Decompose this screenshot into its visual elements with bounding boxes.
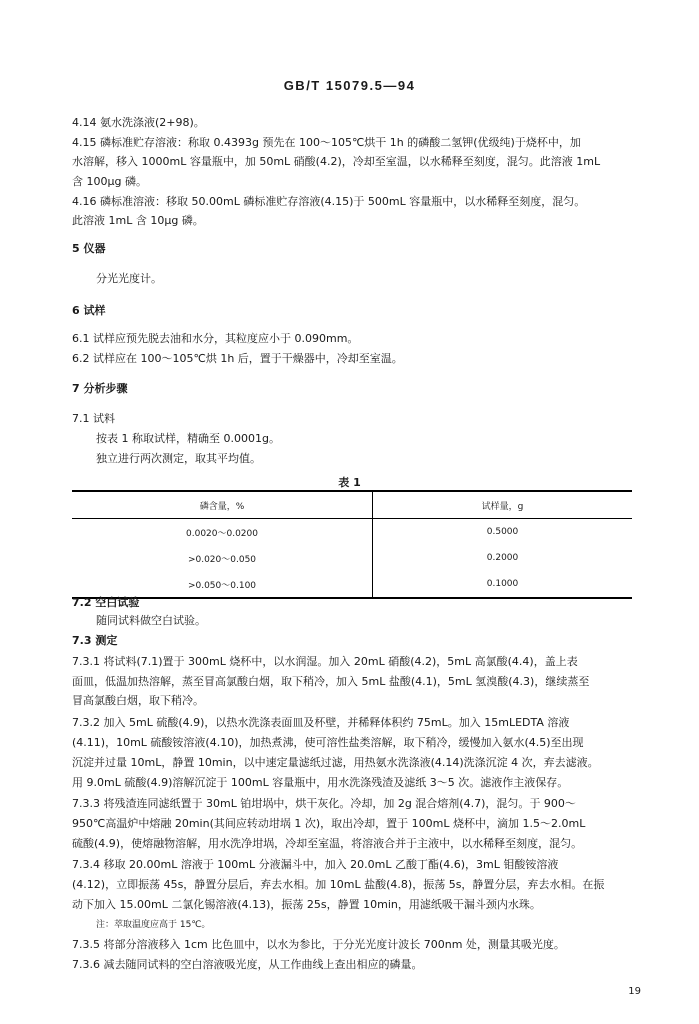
text-line: (4.12)，立即振荡 45s，静置分层后，弃去水相。加 10mL 盐酸(4.8)，振荡 5s，静置分层，弃去水相。在振	[72, 878, 605, 891]
section-heading: 7.2 空白试验	[72, 596, 140, 609]
text-line: 7.3.3 将残渣连同滤纸置于 30mL 铂坩埚中，烘干灰化。冷却，加 2g 混合熔剂(4.7)，混匀。于 900～	[72, 797, 576, 810]
text-line: 面皿，低温加热溶解，蒸至冒高氯酸白烟，取下稍冷，加入 5mL 盐酸(4.1)，5mL 氢溴酸(4.3)，继续蒸至	[72, 675, 590, 688]
text-line: (4.11)，10mL 硫酸铵溶液(4.10)，加热煮沸，使可溶性盐类溶解，取下稍冷，缓慢加入氨水(4.5)至出现	[72, 736, 584, 749]
text-line: 水溶解，移入 1000mL 容量瓶中，加 50mL 硝酸(4.2)，冷却至室温，以水稀释至刻度，混匀。此溶液 1mL	[72, 155, 601, 168]
text-line: 冒高氯酸白烟，取下稍冷。	[72, 694, 204, 707]
text-line: 7.1 试料	[72, 412, 115, 425]
note-line: 注：萃取温度应高于 15℃。	[96, 920, 211, 930]
text-line: 7.3.6 减去随同试料的空白溶液吸光度，从工作曲线上查出相应的磷量。	[72, 958, 423, 971]
table-row	[72, 519, 632, 546]
table-cell: >0.050～0.100	[72, 571, 373, 598]
table-title: 表 1	[338, 476, 361, 489]
text-line: 7.3.5 将部分溶液移入 1cm 比色皿中，以水为参比，于分光光度计波长 700nm 处，测量其吸光度。	[72, 938, 565, 951]
sample-mass-table	[72, 490, 632, 599]
table-header-row	[72, 491, 632, 519]
standard-header: GB/T 15079.5—94	[283, 78, 416, 93]
text-line: 4.16 磷标准溶液：移取 50.00mL 磷标准贮存溶液(4.15)于 500mL 容量瓶中，以水稀释至刻度，混匀。	[72, 195, 586, 208]
text-line: 分光光度计。	[96, 272, 162, 285]
table-cell: 0.2000	[486, 553, 519, 563]
column-header: 试样量，g	[373, 491, 633, 519]
column-header: 磷含量，%	[72, 491, 373, 519]
text-line: 此溶液 1mL 含 10μg 磷。	[72, 214, 204, 227]
section-heading: 7 分析步骤	[72, 382, 128, 395]
text-line: 动下加入 15.00mL 二氯化锡溶液(4.13)，振荡 25s，静置 10min，用滤纸吸干漏斗颈内水珠。	[72, 898, 541, 911]
text-line: 6.2 试样应在 100～105℃烘 1h 后，置于干燥器中，冷却至室温。	[72, 352, 403, 365]
text-line: 4.15 磷标准贮存溶液：称取 0.4393g 预先在 100～105℃烘干 1h 的磷酸二氢钾(优级纯)于烧杯中，加	[72, 136, 581, 149]
text-line: 沉淀并过量 10mL，静置 10min，以中速定量滤纸过滤，用热氨水洗涤液(4.14)洗涤沉淀 4 次，弃去滤液。	[72, 756, 599, 769]
text-line: 7.3.2 加入 5mL 硫酸(4.9)，以热水洗涤表面皿及杯壁，并稀释体积约 75mL。加入 15mLEDTA 溶液	[72, 716, 570, 729]
text-line: 7.3.1 将试料(7.1)置于 300mL 烧杯中，以水润湿。加入 20mL 硝酸(4.2)，5mL 高氯酸(4.4)，盖上表	[72, 655, 578, 668]
page-number: 19	[628, 986, 641, 997]
table-cell: >0.020～0.050	[72, 545, 373, 571]
table-cell: 0.1000	[373, 571, 633, 598]
text-line: 按表 1 称取试样，精确至 0.0001g。	[96, 432, 280, 445]
section-heading: 7.3 测定	[72, 634, 118, 647]
text-line: 用 9.0mL 硫酸(4.9)溶解沉淀于 100mL 容量瓶中，用水洗涤残渣及滤纸 3～5 次。滤液作主液保存。	[72, 776, 569, 789]
section-heading: 6 试样	[72, 304, 106, 317]
text-line: 7.3.4 移取 20.00mL 溶液于 100mL 分液漏斗中，加入 20.0mL 乙酸丁酯(4.6)，3mL 钼酸铵溶液	[72, 858, 559, 871]
table-row	[72, 571, 632, 598]
text-line: 含 100μg 磷。	[72, 175, 147, 188]
table-cell: 0.0020～0.0200	[72, 519, 373, 546]
text-line: 硫酸(4.9)，使熔融物溶解，用水洗净坩埚，冷却至室温，将溶液合并于主液中，以水稀释至刻度，混匀。	[72, 837, 583, 850]
text-line: 6.1 试样应预先脱去油和水分，其粒度应小于 0.090mm。	[72, 332, 359, 345]
text-line: 950℃高温炉中熔融 20min(其间应转动坩埚 1 次)，取出冷却，置于 100mL 烧杯中，滴加 1.5～2.0mL	[72, 817, 586, 830]
table-cell: 0.5000	[486, 527, 519, 537]
text-line: 4.14 氨水洗涤液(2+98)。	[72, 116, 205, 129]
text-line: 随同试料做空白试验。	[96, 614, 206, 627]
section-heading: 5 仪器	[72, 242, 106, 255]
table-row	[72, 545, 632, 571]
text-line: 独立进行两次测定，取其平均值。	[96, 452, 261, 465]
